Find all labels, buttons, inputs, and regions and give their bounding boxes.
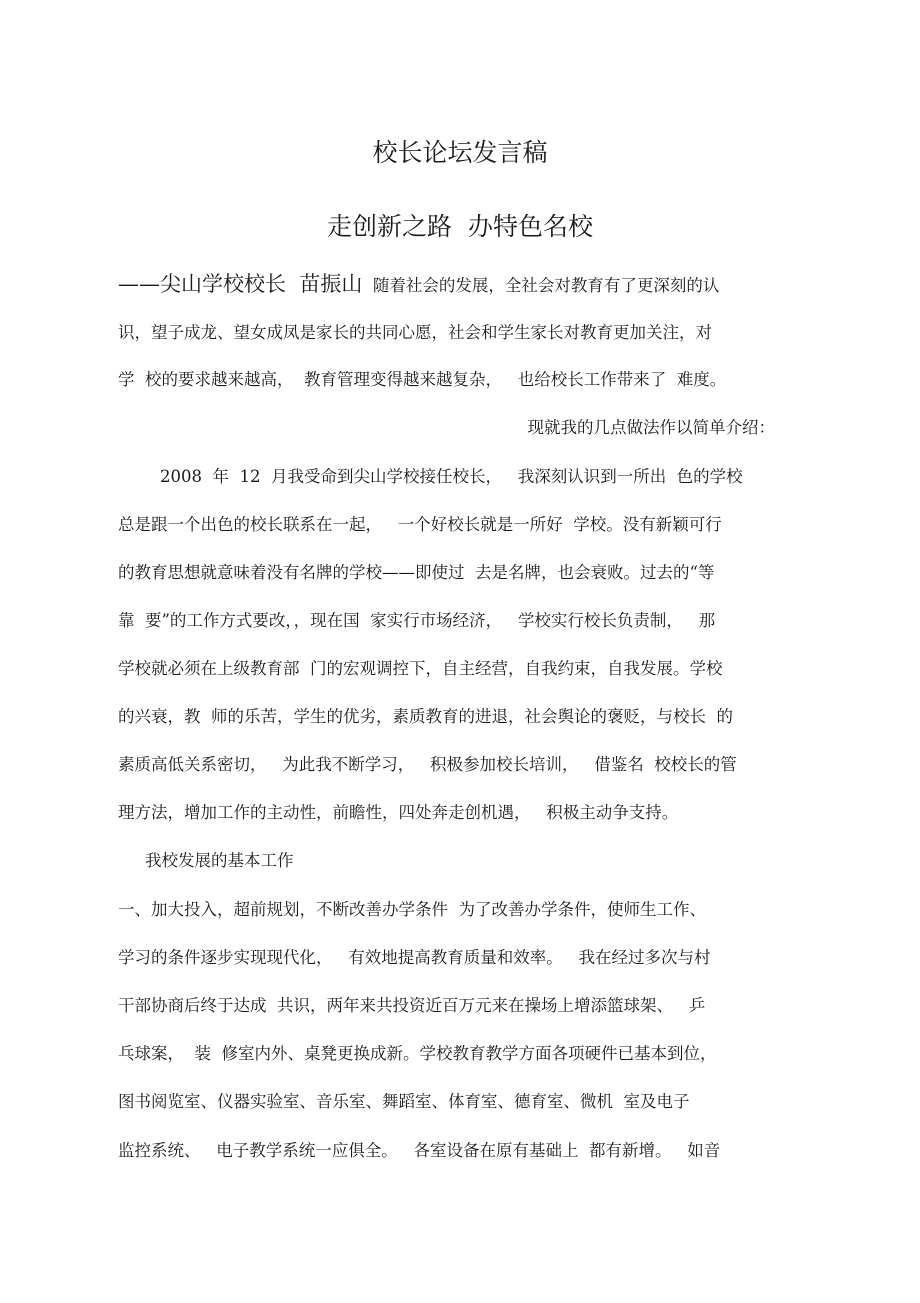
paragraph-line: 2008 年 12 月我受命到尖山学校接任校长， 我深刻认识到一所出 色的学校 bbox=[160, 467, 743, 486]
document-subtitle: 走创新之路 办特色名校 bbox=[327, 212, 593, 241]
paragraph-line: 图书阅览室、仪器实验室、音乐室、舞蹈室、体育室、德育室、微机 室及电子 bbox=[118, 1092, 690, 1111]
document-title: 校长论坛发言稿 bbox=[372, 138, 548, 167]
section-heading: 我校发展的基本工作 bbox=[145, 851, 294, 870]
paragraph-line: 总是跟一个出色的校长联系在一起， 一个好校长就是一所好 学校。没有新颖可行 bbox=[118, 515, 722, 534]
paragraph-line: 干部协商后终于达成 共识，两年来共投资近百万元来在操场上增添篮球架、 乒 bbox=[118, 996, 706, 1015]
paragraph-line: 一、加大投入，超前规划，不断改善办学条件 为了改善办学条件，使师生工作、 bbox=[118, 900, 706, 919]
author-line-text: 随着社会的发展，全社会对教育有了更深刻的认 bbox=[362, 276, 720, 295]
author-line bbox=[118, 269, 719, 301]
paragraph-line: 学校就必须在上级教育部 门的宏观调控下，自主经营，自我约束，自我发展。学校 bbox=[118, 659, 723, 678]
paragraph-line: 监控系统、 电子教学系统一应俱全。 各室设备在原有基础上 都有新增。 如音 bbox=[118, 1141, 721, 1160]
paragraph-line: 学 校的要求越来越高， 教育管理变得越来越复杂， 也给校长工作带来了 难度。 bbox=[118, 370, 727, 389]
paragraph-line: 的教育思想就意味着没有名牌的学校——即使过 去是名牌，也会衰败。过去的“等 bbox=[118, 563, 715, 582]
paragraph-line: 理方法，增加工作的主动性，前瞻性，四处奔走创机遇， 积极主动争支持。 bbox=[118, 803, 679, 822]
paragraph-line: 学习的条件逐步实现现代化， 有效地提高教育质量和效率。 我在经过多次与村 bbox=[118, 948, 711, 967]
paragraph-line: 靠 要”的工作方式要改，，现在国 家实行市场经济， 学校实行校长负责制， 那 bbox=[118, 611, 716, 630]
paragraph-line: 素质高低关系密切， 为此我不断学习， 积极参加校长培训， 借鉴名 校校长的管 bbox=[118, 755, 737, 774]
paragraph-line: 识，望子成龙、望女成凤是家长的共同心愿，社会和学生家长对教育更加关注，对 bbox=[118, 323, 712, 342]
paragraph-line: 现就我的几点做法作以简单介绍： bbox=[527, 418, 775, 437]
paragraph-line: 乓球案， 装 修室内外、桌凳更换成新。学校教育教学方面各项硬件已基本到位， bbox=[118, 1044, 717, 1063]
author-name: ——尖山学校校长 苗振山 bbox=[118, 272, 363, 296]
paragraph-line: 的兴衰，教 师的乐苦，学生的优劣，素质教育的进退，社会舆论的褒贬，与校长 的 bbox=[118, 707, 733, 726]
